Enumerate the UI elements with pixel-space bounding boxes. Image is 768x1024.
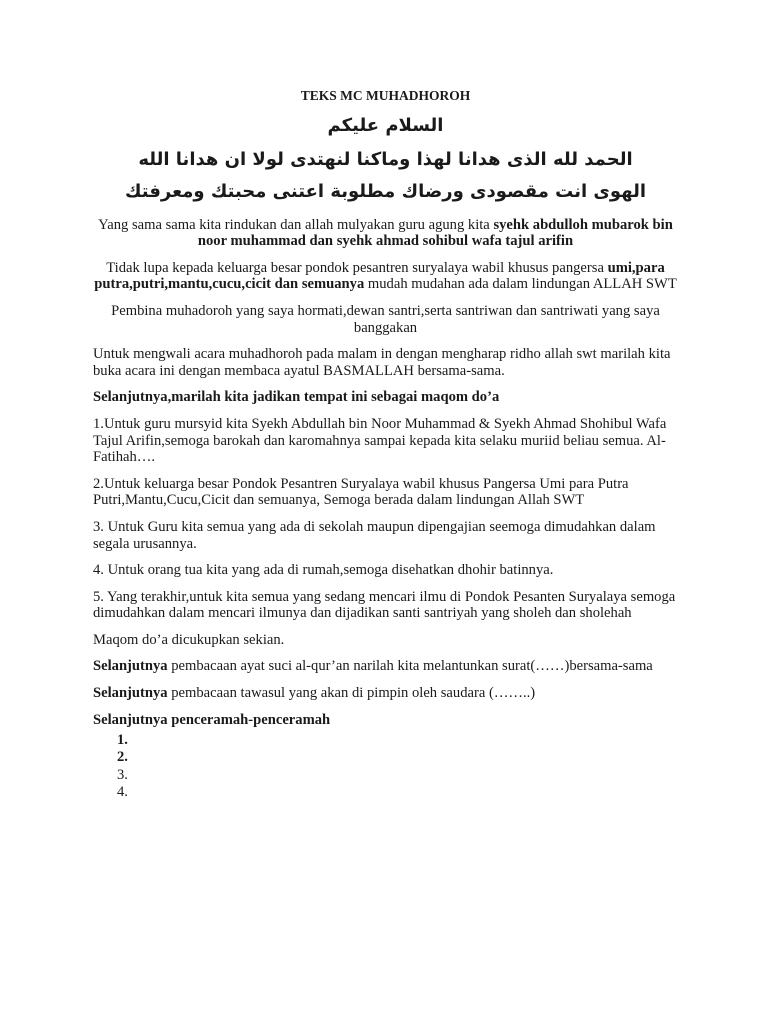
maqom-closing: Maqom do’a dicukupkan sekian. [93, 631, 285, 648]
doa-item-2: 2.Untuk keluarga besar Pondok Pesantren Suryalaya wabil khusus Pangersa Umi para Putra Putri,Mantu,Cucu,Cicit dan semuanya, Semoga berada dalam lindungan Allah SWT [93, 475, 629, 509]
doa-item-4: 4. Untuk orang tua kita yang ada di rumah,semoga disehatkan dhohir batinnya. [93, 562, 554, 579]
quran-lead: Selanjutnya [93, 658, 168, 675]
greeting-keluarga-text-2: mudah mudahan ada dalam lindungan ALLAH SWT [364, 276, 677, 293]
opening-paragraph: Untuk mengwali acara muhadhoroh pada malam in dengan mengharap ridho allah swt marilah kita buka acara ini dengan membaca ayatul BASMALLAH bersama-sama. [93, 346, 671, 379]
penceramah-heading: Selanjutnya penceramah-penceramah [93, 711, 331, 728]
tawasul-paragraph [93, 685, 678, 702]
greeting-keluarga-text-1: Tidak lupa kepada keluarga besar pondok pesantren suryalaya wabil khusus pangersa [106, 259, 608, 276]
maqom-heading: Selanjutnya,marilah kita jadikan tempat ini sebagai maqom do’a [93, 389, 500, 406]
quran-paragraph [93, 658, 678, 675]
doa-item-1: 1.Untuk guru mursyid kita Syekh Abdullah bin Noor Muhammad & Syekh Ahmad Shohibul Wafa Tajul Arifin,semoga barokah dan karomahnya sampai kepada kita selaku muriid beliau semua. Al-Fatihah…. [93, 415, 667, 466]
document-title: TEKS MC MUHADHOROH [300, 88, 471, 103]
tawasul-lead: Selanjutnya [93, 685, 168, 702]
doa-item-5: 5. Yang terakhir,untuk kita semua yang sedang mencari ilmu di Pondok Pesanten Suryalaya semoga dimudahkan dalam mencari ilmunya dan dijadikan santi santriyah yang sholeh dan sholehah [93, 588, 676, 622]
arabic-ilahi: الهوى انت مقصودى ورضاك مطلوبة اعتنى محبتك ومعرفتك [124, 180, 646, 202]
speaker-list [93, 732, 678, 801]
tawasul-text: pembacaan tawasul yang akan di pimpin oleh saudara (……..) [167, 685, 536, 702]
arabic-salam: السلام عليكم [327, 114, 444, 136]
document-page [93, 88, 678, 801]
doa-item-3: 3. Untuk Guru kita semua yang ada di sekolah maupun dipengajian seemoga dimudahkan dalam segala urusannya. [93, 518, 656, 552]
speaker-item-2: 2. [117, 749, 128, 766]
greeting-pembina: Pembina muhadoroh yang saya hormati,dewan santri,serta santriwan dan santriwati yang saya banggakan [111, 302, 660, 336]
speaker-item-1: 1. [117, 732, 128, 749]
greeting-guru-text: Yang sama sama kita rindukan dan allah mulyakan guru agung kita [98, 216, 494, 233]
quran-text: pembacaan ayat suci al-qur’an narilah kita melantunkan surat(……)bersama-sama [167, 658, 653, 675]
greeting-keluarga-names: umi,para putra,putri,mantu,cucu,cicit dan semuanya [94, 259, 665, 293]
speaker-item-3: 3. [117, 766, 128, 783]
greeting-keluarga [93, 260, 678, 293]
greeting-guru-names: syehk abdulloh mubarok bin noor muhammad dan syehk ahmad sohibul wafa tajul arifin [197, 216, 673, 250]
greeting-guru [93, 217, 678, 250]
speaker-item-4: 4. [117, 783, 128, 800]
arabic-hamdalah: الحمد لله الذى هدانا لهذا وماكنا لنهتدى لولا ان هدانا الله [138, 148, 633, 170]
